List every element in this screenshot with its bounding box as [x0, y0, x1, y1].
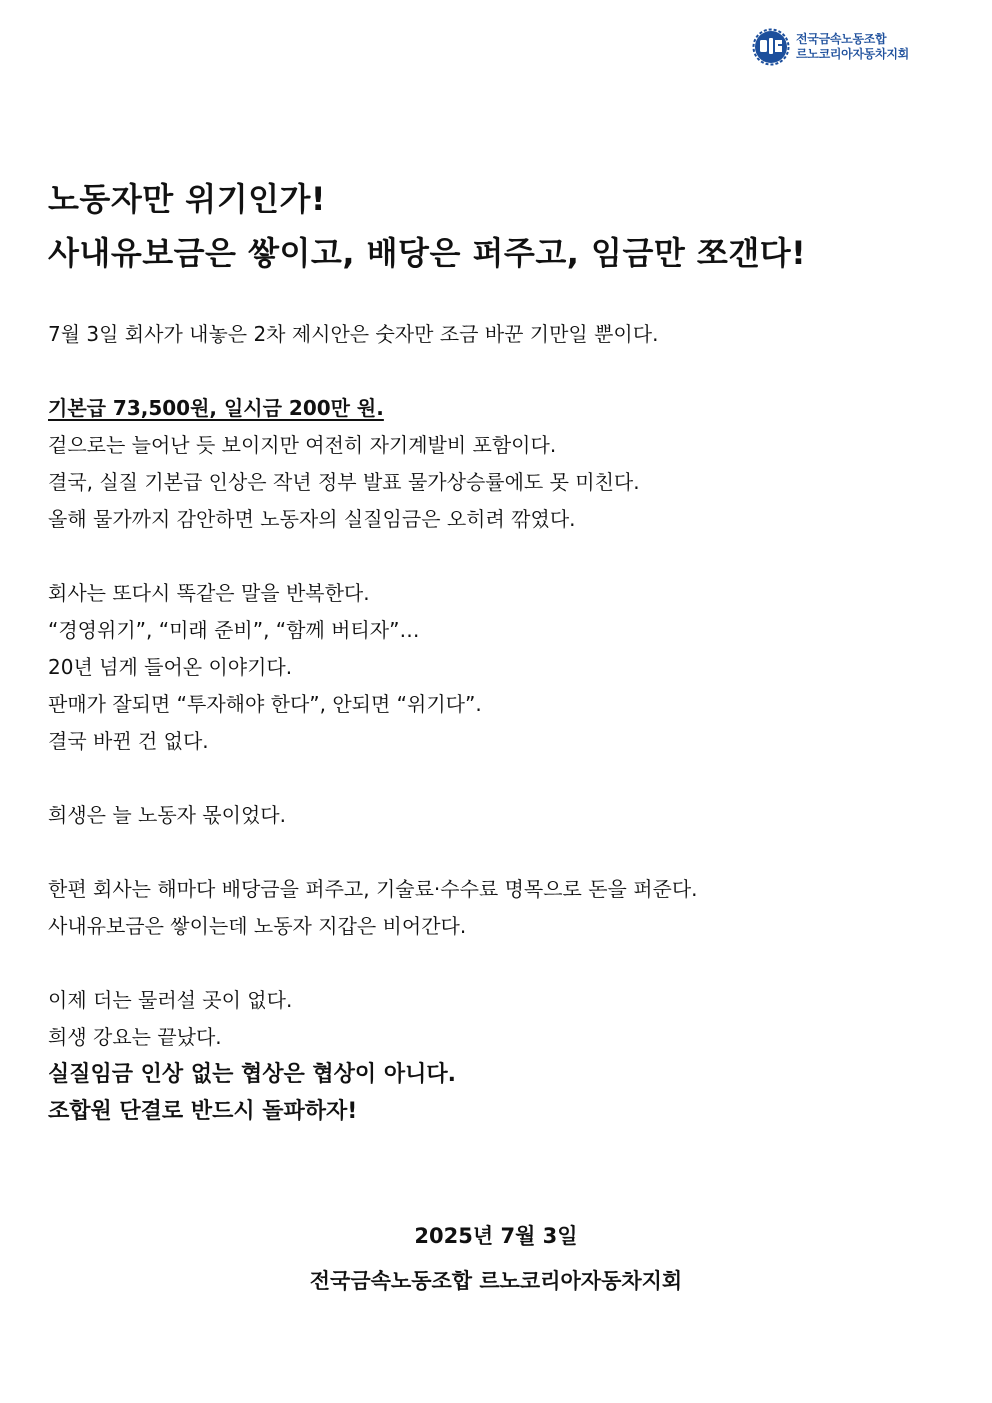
closing-slogan-line: 조합원 단결로 반드시 돌파하자! [48, 1099, 358, 1124]
body-line: 20년 넘게 들어온 이야기다. [48, 655, 293, 679]
statement-body [48, 316, 948, 1130]
union-emblem-icon [752, 28, 790, 66]
paragraph-intro: 7월 3일 회사가 내놓은 2차 제시안은 숫자만 조금 바꾼 기만일 뿐이다. [48, 322, 659, 346]
logo-text-line1: 전국금속노동조합 [796, 32, 887, 46]
body-line: 희생은 늘 노동자 몫이었다. [48, 803, 286, 827]
headline-line1: 노동자만 위기인가! [48, 180, 327, 218]
body-line: “경영위기”, “미래 준비”, “함께 버티자”… [48, 618, 420, 642]
body-line: 사내유보금은 쌓이는데 노동자 지갑은 비어간다. [48, 914, 467, 938]
statement-date: 2025년 7월 3일 [414, 1224, 578, 1248]
body-line: 한편 회사는 해마다 배당금을 퍼주고, 기술료·수수료 명목으로 돈을 퍼준다. [48, 877, 698, 901]
body-line: 희생 강요는 끝났다. [48, 1025, 222, 1049]
body-line: 올해 물가까지 감안하면 노동자의 실질임금은 오히려 깎였다. [48, 507, 576, 531]
union-logo [752, 27, 952, 67]
body-line: 겉으로는 늘어난 듯 보이지만 여전히 자기계발비 포함이다. [48, 433, 557, 457]
headline-line2: 사내유보금은 쌓이고, 배당은 퍼주고, 임금만 쪼갠다! [48, 234, 807, 272]
body-line: 회사는 또다시 똑같은 말을 반복한다. [48, 581, 370, 605]
closing-slogan-line: 실질임금 인상 없는 협상은 협상이 아니다. [48, 1062, 456, 1087]
headline [48, 172, 806, 280]
wage-offer-line: 기본급 73,500원, 일시금 200만 원. [48, 396, 384, 420]
body-line: 결국, 실질 기본급 인상은 작년 정부 발표 물가상승률에도 못 미친다. [48, 470, 640, 494]
logo-text-line2: 르노코리아자동차지회 [796, 47, 909, 61]
body-line: 판매가 잘되면 “투자해야 한다”, 안되면 “위기다”. [48, 692, 482, 716]
issuing-organization: 전국금속노동조합 르노코리아자동차지회 [309, 1269, 683, 1293]
body-line: 이제 더는 물러설 곳이 없다. [48, 988, 293, 1012]
body-line: 결국 바뀐 건 없다. [48, 729, 209, 753]
